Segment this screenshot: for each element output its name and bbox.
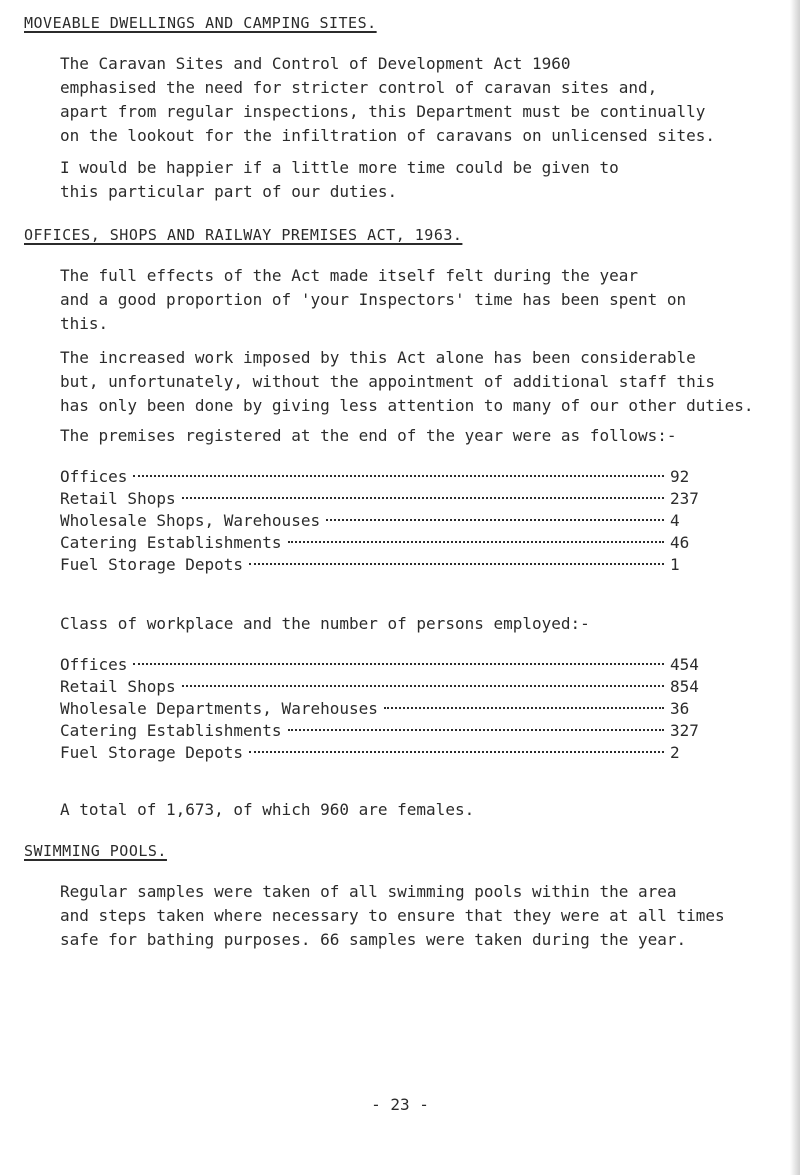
row-value: 92 bbox=[670, 467, 690, 486]
row-label: Catering Establishments bbox=[60, 533, 282, 552]
row-label: Wholesale Shops, Warehouses bbox=[60, 511, 321, 530]
row-value: 4 bbox=[670, 511, 680, 530]
row-value: 46 bbox=[670, 533, 690, 552]
row-value: 1 bbox=[670, 555, 680, 574]
dot-leader bbox=[384, 707, 664, 709]
row-value: 36 bbox=[670, 699, 690, 718]
paragraph-happier: I would be happier if a little more time could be given to this particular part of our duties. bbox=[60, 158, 619, 201]
table-row bbox=[60, 676, 700, 698]
registered-premises-table bbox=[60, 466, 700, 576]
heading-moveable-dwellings: MOVEABLE DWELLINGS AND CAMPING SITES. bbox=[24, 14, 377, 32]
employed-intro: Class of workplace and the number of persons employed:- bbox=[60, 614, 590, 633]
dot-leader bbox=[288, 541, 664, 543]
table-row bbox=[60, 720, 700, 742]
dot-leader bbox=[288, 729, 664, 731]
paragraph-increased-work: The increased work imposed by this Act alone has been considerable but, unfortunately, without the appointment of additional staff this has only been done by giving less attention to many of our other duties. bbox=[60, 348, 754, 415]
table-row bbox=[60, 510, 700, 532]
dot-leader bbox=[182, 497, 664, 499]
heading-swimming-pools: SWIMMING POOLS. bbox=[24, 842, 167, 860]
row-value: 237 bbox=[670, 489, 699, 508]
employed-persons-table bbox=[60, 654, 700, 764]
dot-leader bbox=[249, 751, 664, 753]
row-value: 854 bbox=[670, 677, 699, 696]
row-label: Retail Shops bbox=[60, 677, 176, 696]
row-label: Offices bbox=[60, 467, 128, 486]
registered-intro: The premises registered at the end of the year were as follows:- bbox=[60, 426, 677, 445]
row-value: 2 bbox=[670, 743, 680, 762]
paragraph-full-effects: The full effects of the Act made itself felt during the year and a good proportion of 'your Inspectors' time has been spent on this. bbox=[60, 266, 687, 333]
row-label: Retail Shops bbox=[60, 489, 176, 508]
dot-leader bbox=[326, 519, 664, 521]
row-label: Fuel Storage Depots bbox=[60, 743, 244, 762]
dot-leader bbox=[133, 475, 664, 477]
paragraph-swimming-pools: Regular samples were taken of all swimming pools within the area and steps taken where necessary to ensure that they were at all times safe for bathing purposes. 66 samples were taken during the year. bbox=[60, 882, 725, 949]
row-value: 327 bbox=[670, 721, 699, 740]
dot-leader bbox=[133, 663, 664, 665]
row-value: 454 bbox=[670, 655, 699, 674]
dot-leader bbox=[182, 685, 664, 687]
heading-offices-shops-act: OFFICES, SHOPS AND RAILWAY PREMISES ACT, 1963. bbox=[24, 226, 463, 244]
paragraph-caravan-sites: The Caravan Sites and Control of Development Act 1960 emphasised the need for stricter control of caravan sites and, apart from regular inspections, this Department must be continually on the lookout for the infiltration of caravans on unlicensed sites. bbox=[60, 54, 716, 145]
table-row bbox=[60, 466, 700, 488]
table-row bbox=[60, 488, 700, 510]
page-number: - 23 - bbox=[371, 1095, 429, 1114]
row-label: Wholesale Departments, Warehouses bbox=[60, 699, 378, 718]
table-row bbox=[60, 654, 700, 676]
row-label: Fuel Storage Depots bbox=[60, 555, 244, 574]
table-row bbox=[60, 554, 700, 576]
dot-leader bbox=[249, 563, 664, 565]
table-row bbox=[60, 698, 700, 720]
total-employed: A total of 1,673, of which 960 are females. bbox=[60, 800, 475, 819]
table-row bbox=[60, 532, 700, 554]
row-label: Offices bbox=[60, 655, 128, 674]
page-edge-shadow bbox=[790, 0, 800, 1175]
table-row bbox=[60, 742, 700, 764]
row-label: Catering Establishments bbox=[60, 721, 282, 740]
